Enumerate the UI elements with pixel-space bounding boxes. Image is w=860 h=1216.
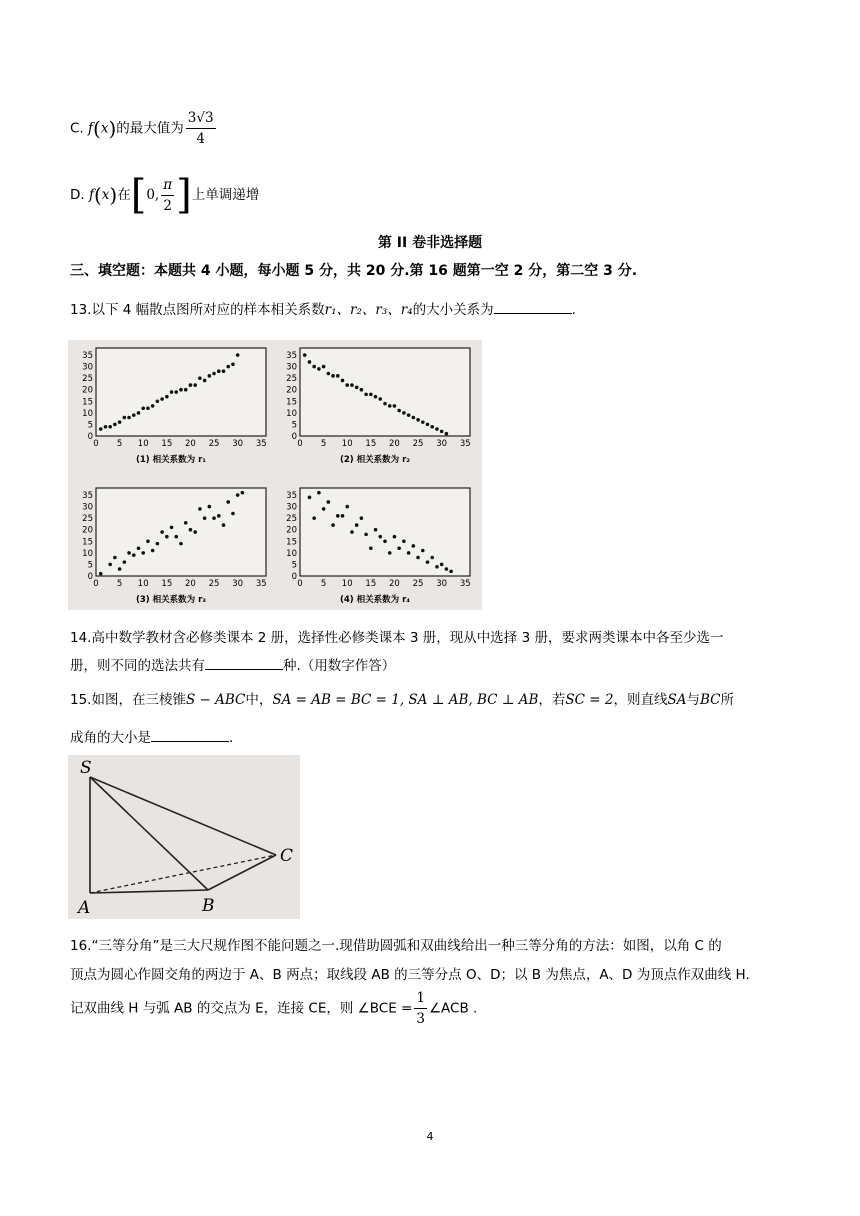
x-tick-label: 15 (365, 439, 377, 449)
scatter-point (123, 416, 127, 420)
x-tick-label: 5 (116, 579, 123, 589)
fraction-one-third: $\frac{1}{3}$ (416, 990, 425, 1027)
scatter-point (118, 420, 122, 424)
x-tick-label: 5 (320, 579, 327, 589)
y-tick-label: 0 (87, 432, 93, 442)
y-tick-label: 25 (286, 374, 297, 385)
scatter-point (108, 563, 112, 567)
scatter-point (327, 500, 331, 504)
scatter-point (303, 353, 307, 357)
x-tick-label: 5 (320, 439, 327, 449)
scatter-point (426, 423, 430, 427)
x-tick-label: 25 (208, 439, 220, 449)
scatter-point (217, 514, 221, 518)
edge-sc (90, 777, 276, 855)
y-tick-label: 25 (82, 374, 93, 385)
y-tick-label: 15 (286, 397, 297, 408)
scatter-point (170, 390, 174, 394)
scatter-point (360, 516, 364, 520)
scatter-point (198, 507, 202, 511)
x-tick-label: 30 (232, 579, 244, 589)
scatter-point (113, 423, 117, 427)
scatter-point (336, 374, 340, 378)
y-tick-label: 5 (291, 420, 297, 431)
scatter-point (355, 386, 359, 390)
question-15-line2: 成角的大小是 . (70, 726, 233, 746)
scatter-point (189, 528, 193, 532)
scatter-point (174, 535, 178, 539)
x-tick-label: 15 (161, 439, 173, 449)
label-a: A (78, 898, 91, 918)
scatter-point (137, 546, 141, 550)
scatter-point (327, 372, 331, 376)
y-tick-label: 20 (82, 385, 93, 396)
plot-caption-4: (4) 相关系数为 r₄ (339, 595, 411, 605)
scatter-point (308, 496, 312, 500)
scatter-point (127, 551, 131, 555)
scatter-point (231, 362, 235, 366)
scatter-point (388, 404, 392, 408)
scatter-point (312, 365, 316, 369)
scatter-point (430, 556, 434, 560)
scatter-point (170, 526, 174, 530)
x-tick-label: 35 (255, 439, 267, 449)
scatter-point (113, 556, 117, 560)
scatter-point (322, 507, 326, 511)
answer-blank-14[interactable] (205, 655, 283, 670)
x-tick-label: 30 (232, 439, 244, 449)
scatter-point (118, 567, 122, 571)
y-tick-label: 10 (286, 408, 297, 419)
scatter-point (137, 411, 141, 415)
y-tick-label: 15 (82, 397, 93, 408)
y-tick-label: 25 (82, 514, 93, 525)
scatter-point (388, 551, 392, 555)
scatter-point (151, 549, 155, 553)
scatter-point (355, 523, 359, 527)
y-tick-label: 20 (286, 385, 297, 396)
scatter-point (160, 530, 164, 534)
scatter-point (165, 395, 169, 399)
y-tick-label: 5 (291, 560, 297, 571)
scatter-point (378, 397, 382, 401)
scatter-point (336, 514, 340, 518)
x-tick-label: 30 (436, 579, 448, 589)
page-number: 4 (426, 1130, 434, 1143)
scatter-point (179, 388, 183, 392)
question-14-line2: 册，则不同的选法共有 种.（用数字作答） (70, 654, 395, 674)
question-13: 13.以下 4 幅散点图所对应的样本相关系数r₁、r₂、r₃、r₄的大小关系为 . (70, 298, 576, 318)
scatter-point (449, 570, 453, 574)
plot-caption-3: (3) 相关系数为 r₃ (135, 595, 207, 605)
x-tick-label: 25 (412, 439, 424, 449)
edge-bc (208, 855, 276, 890)
pyramid-diagram (68, 755, 300, 919)
scatter-point (308, 360, 312, 364)
section-heading: 三、填空题：本题共 4 小题，每小题 5 分，共 20 分.第 16 题第一空 2 分，第二空 3 分. (70, 263, 638, 279)
plot-frame-4 (300, 488, 470, 576)
scatter-point (317, 491, 321, 495)
option-d: D. f(x)在[0, $\frac{\pi}{2}$ ]上单调递增 (70, 172, 260, 218)
x-tick-label: 0 (297, 579, 303, 589)
fraction-max: $\frac{3√3}{4}$ (187, 110, 214, 147)
x-tick-label: 35 (255, 579, 267, 589)
y-tick-label: 20 (286, 525, 297, 536)
edge-sb (90, 777, 208, 890)
scatter-point (402, 411, 406, 415)
scatter-point (236, 493, 240, 497)
scatter-point (369, 393, 373, 397)
x-tick-label: 20 (185, 579, 196, 589)
scatter-point (421, 420, 425, 424)
scatter-point (416, 418, 420, 422)
plot-caption-2: (2) 相关系数为 r₂ (339, 455, 411, 465)
scatter-point (331, 374, 335, 378)
scatter-point (141, 406, 145, 410)
scatter-point (146, 406, 150, 410)
y-tick-label: 0 (87, 572, 93, 582)
scatter-point (421, 549, 425, 553)
scatter-point (184, 521, 188, 525)
scatter-point (435, 427, 439, 431)
scatter-point (397, 409, 401, 413)
plot-caption-1: (1) 相关系数为 r₁ (135, 455, 207, 465)
x-tick-label: 0 (93, 439, 99, 449)
y-tick-label: 30 (286, 362, 297, 373)
scatter-point (317, 367, 321, 371)
x-tick-label: 35 (459, 579, 471, 589)
y-tick-label: 15 (82, 537, 93, 548)
scatter-point (132, 413, 136, 417)
scatter-point (341, 514, 345, 518)
answer-blank-13[interactable] (494, 299, 572, 314)
scatter-point (445, 567, 449, 571)
scatter-point (165, 535, 169, 539)
scatter-point (383, 402, 387, 406)
scatter-point (407, 551, 411, 555)
scatter-point (193, 383, 197, 387)
scatter-point (364, 533, 368, 537)
scatter-point (322, 365, 326, 369)
x-tick-label: 20 (185, 439, 196, 449)
scatter-point (407, 413, 411, 417)
edge-ab (90, 890, 208, 893)
x-tick-label: 25 (208, 579, 220, 589)
x-tick-label: 5 (116, 439, 123, 449)
scatter-point (132, 553, 136, 557)
plot-frame-2 (300, 348, 470, 436)
scatter-point (174, 390, 178, 394)
y-tick-label: 35 (82, 491, 93, 502)
question-16-line2: 顶点为圆心作圆交角的两边于 A、B 两点；取线段 AB 的三等分点 O、D；以 B 为焦点，A、D 为顶点作双曲线 H. (70, 967, 750, 983)
option-c: C. f(x)的最大值为 $\frac{3√3}{4}$ (70, 110, 214, 147)
scatter-point (397, 546, 401, 550)
scatter-point (127, 416, 131, 420)
scatter-point (156, 400, 160, 404)
scatter-point (383, 540, 387, 544)
scatter-point (99, 572, 103, 576)
question-16-line1: 16.“三等分角”是三大尺规作图不能问题之一.现借助圆弧和双曲线给出一种三等分角的方法：如图，以角 C 的 (70, 938, 722, 954)
scatter-point (208, 374, 212, 378)
y-tick-label: 5 (87, 560, 93, 571)
label-c: C (280, 846, 294, 866)
x-tick-label: 20 (389, 579, 400, 589)
y-tick-label: 15 (286, 537, 297, 548)
x-tick-label: 35 (459, 439, 471, 449)
x-tick-label: 0 (297, 439, 303, 449)
fraction-pi-half: $\frac{\pi}{2}$ (163, 176, 173, 214)
pyramid-figure (68, 755, 300, 919)
y-tick-label: 35 (82, 351, 93, 362)
scatter-point (412, 416, 416, 420)
scatter-point (374, 528, 378, 532)
scatter-point (393, 535, 397, 539)
x-tick-label: 10 (341, 439, 353, 449)
y-tick-label: 25 (286, 514, 297, 525)
scatter-point (374, 395, 378, 399)
scatter-point (179, 542, 183, 546)
y-tick-label: 30 (286, 502, 297, 513)
y-tick-label: 20 (82, 525, 93, 536)
scatter-point (364, 393, 368, 397)
x-tick-label: 10 (341, 579, 353, 589)
y-tick-label: 5 (87, 420, 93, 431)
question-14-line1: 14.高中数学教材含必修类课本 2 册，选择性必修类课本 3 册，现从中选择 3 册，要求两类课本中各至少选一 (70, 630, 724, 646)
y-tick-label: 0 (291, 432, 297, 442)
y-tick-label: 10 (82, 408, 93, 419)
scatter-point (203, 516, 207, 520)
scatter-point (198, 376, 202, 380)
scatter-point (445, 432, 449, 436)
scatter-point (189, 383, 193, 387)
x-tick-label: 30 (436, 439, 448, 449)
x-tick-label: 10 (137, 439, 149, 449)
y-tick-label: 10 (82, 548, 93, 559)
scatter-point (123, 560, 127, 564)
scatter-point (350, 530, 354, 534)
scatter-point (393, 404, 397, 408)
scatter-point (212, 516, 216, 520)
scatter-point (193, 530, 197, 534)
x-tick-label: 0 (93, 579, 99, 589)
scatter-point (426, 560, 430, 564)
scatter-point (99, 427, 103, 431)
x-tick-label: 25 (412, 579, 424, 589)
y-tick-label: 10 (286, 548, 297, 559)
scatter-point (203, 379, 207, 383)
y-tick-label: 0 (291, 572, 297, 582)
edge-ac-hidden (90, 855, 276, 893)
scatter-point (151, 404, 155, 408)
scatter-point (226, 500, 230, 504)
scatter-point (217, 369, 221, 373)
scatter-point (360, 388, 364, 392)
scatter-point (231, 512, 235, 516)
scatter-point (416, 556, 420, 560)
scatter-point (341, 379, 345, 383)
scatter-point (156, 542, 160, 546)
scatter-point (141, 551, 145, 555)
scatter-point (350, 383, 354, 387)
scatter-point (108, 425, 112, 429)
question-16-line3: 记双曲线 H 与弧 AB 的交点为 E，连接 CE，则 ∠BCE = $\frac{1}{3}$ ∠ACB . (70, 990, 478, 1027)
scatter-plots (68, 340, 482, 610)
x-tick-label: 20 (389, 439, 400, 449)
scatter-point (402, 540, 406, 544)
y-tick-label: 35 (286, 351, 297, 362)
y-tick-label: 35 (286, 491, 297, 502)
x-tick-label: 10 (137, 579, 149, 589)
scatter-point (440, 563, 444, 567)
scatter-point (236, 353, 240, 357)
scatter-point (369, 546, 373, 550)
answer-blank-15[interactable] (151, 727, 229, 742)
plot-frame-3 (96, 488, 266, 576)
label-b: B (202, 896, 215, 916)
scatter-point (440, 430, 444, 434)
scatter-point (241, 491, 245, 495)
label-s: S (80, 758, 92, 778)
scatter-point (378, 535, 382, 539)
x-tick-label: 15 (161, 579, 173, 589)
scatter-point (222, 369, 226, 373)
plot-frame-1 (96, 348, 266, 436)
scatter-point (430, 425, 434, 429)
y-tick-label: 30 (82, 502, 93, 513)
scatter-point (222, 523, 226, 527)
scatter-point (312, 516, 316, 520)
scatter-point (345, 383, 349, 387)
scatter-point (208, 505, 212, 509)
scatter-point (345, 505, 349, 509)
section-title: 第 II 卷非选择题 (377, 235, 483, 251)
scatter-figure (68, 340, 482, 610)
scatter-point (104, 425, 108, 429)
scatter-point (435, 565, 439, 569)
y-tick-label: 30 (82, 362, 93, 373)
question-15-line1: 15.如图，在三棱锥S − ABC中，SA = AB = BC = 1, SA ⊥ AB, BC ⊥ AB，若SC = 2，则直线SA与BC所 (70, 692, 734, 708)
scatter-point (226, 365, 230, 369)
scatter-point (184, 388, 188, 392)
scatter-point (146, 540, 150, 544)
scatter-point (412, 544, 416, 548)
x-tick-label: 15 (365, 579, 377, 589)
scatter-point (212, 372, 216, 376)
scatter-point (331, 523, 335, 527)
scatter-point (160, 397, 164, 401)
